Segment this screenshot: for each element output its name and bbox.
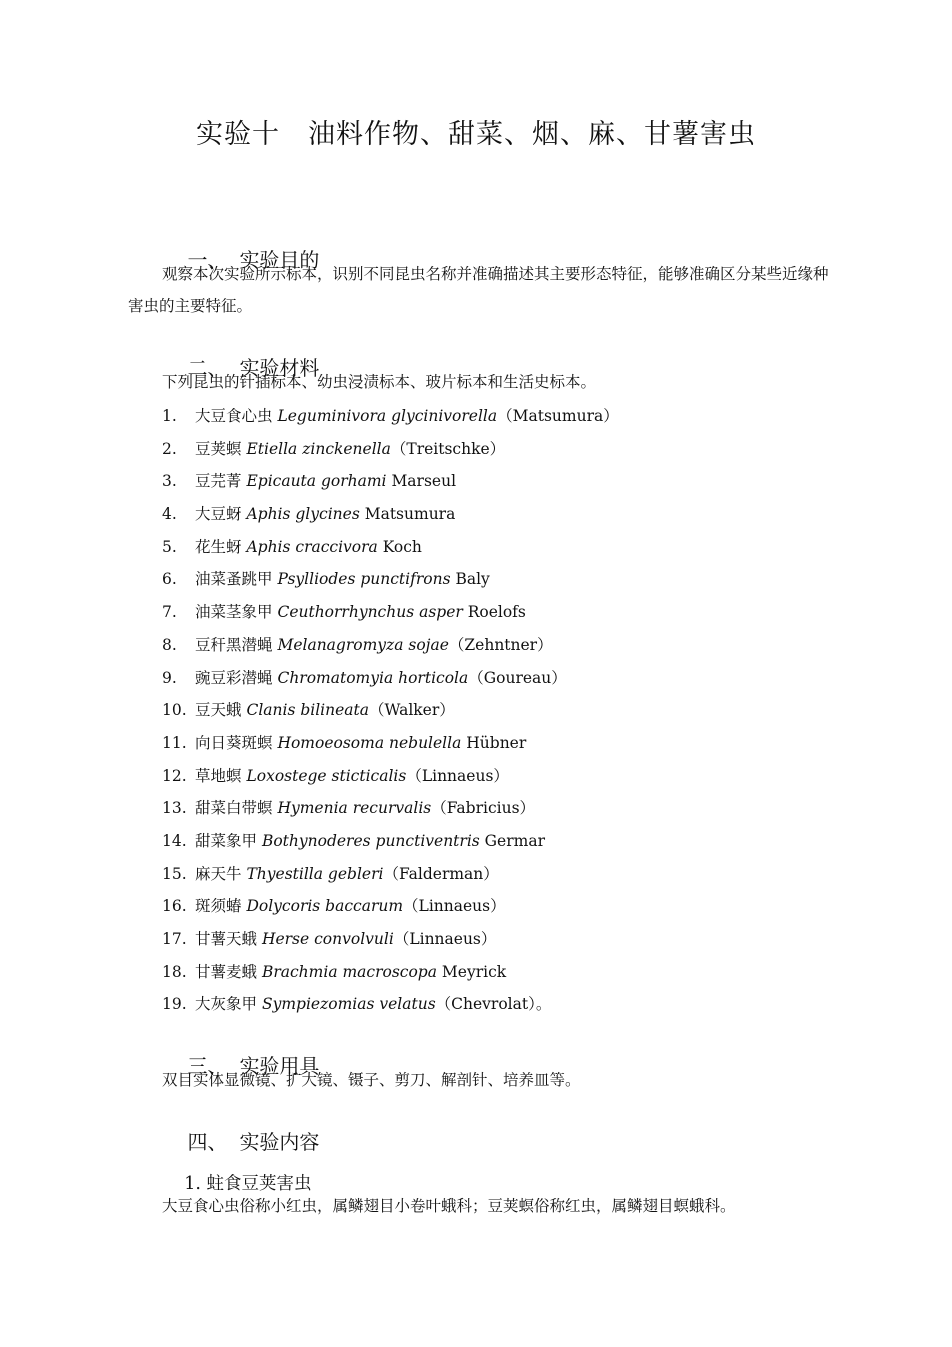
common-name: 大豆蚜 [195, 505, 242, 524]
species-author: Hübner [466, 733, 527, 752]
species-author: Marseul [391, 472, 457, 491]
list-item [162, 988, 619, 1021]
list-item [162, 760, 619, 793]
scientific-name: Bothynoderes punctiventris [261, 831, 480, 850]
species-author: Meyrick [441, 962, 507, 981]
list-item [162, 662, 619, 695]
common-name: 甜菜白带螟 [195, 799, 273, 818]
common-name: 斑须蝽 [195, 897, 242, 916]
list-item [162, 531, 619, 564]
common-name: 豆天蛾 [195, 701, 242, 720]
list-item-number: 6. [162, 570, 177, 589]
list-item-number: 3. [162, 472, 177, 491]
list-item [162, 858, 619, 891]
list-item-number: 4. [162, 505, 177, 524]
common-name: 甜菜象甲 [195, 831, 258, 850]
scientific-name: Hymenia recurvalis [277, 799, 432, 818]
common-name: 花生蚜 [195, 537, 242, 556]
common-name: 油菜茎象甲 [195, 603, 273, 622]
list-item-number: 19. [162, 995, 187, 1014]
species-author: （Linnaeus） [403, 897, 506, 916]
list-item [162, 498, 619, 531]
section-number: 四、 [187, 1130, 228, 1154]
tools-paragraph: 双目实体显微镜、扩大镜、镊子、剪刀、解剖针、培养皿等。 [162, 1071, 581, 1089]
list-item-number: 12. [162, 766, 187, 785]
list-item-number: 10. [162, 701, 187, 720]
common-name: 甘薯天蛾 [195, 930, 258, 948]
scientific-name: Brachmia macroscopa [261, 962, 437, 981]
species-author: （Matsumura） [497, 407, 619, 425]
common-name: 豆荚螟 [195, 439, 242, 458]
section-number: 三、 [187, 1054, 228, 1078]
list-item-number: 9. [162, 668, 177, 687]
list-item-number: 15. [162, 864, 187, 883]
species-author: （Chevrolat）。 [435, 995, 552, 1014]
list-item-number: 2. [162, 439, 177, 458]
scientific-name: Clanis bilineata [246, 701, 369, 720]
scientific-name: Melanagromyza sojae [277, 635, 449, 654]
common-name: 豆秆黑潜蝇 [195, 635, 273, 654]
list-item [162, 400, 619, 433]
scientific-name: Epicauta gorhami [246, 472, 387, 491]
list-item-number: 8. [162, 635, 177, 654]
species-author: Baly [455, 570, 490, 589]
scientific-name: Aphis glycines [246, 505, 360, 524]
list-item-number: 18. [162, 962, 187, 981]
list-item [162, 629, 619, 662]
section-number: 二、 [187, 356, 228, 380]
common-name: 向日葵斑螟 [195, 733, 273, 752]
section-title: 实验目的 [239, 248, 320, 272]
list-item-number: 11. [162, 733, 187, 752]
list-item [162, 792, 619, 825]
section-title: 实验用具 [239, 1054, 320, 1078]
scientific-name: Leguminivora glycinivorella [277, 407, 498, 425]
list-item [162, 956, 619, 989]
subsection-paragraph: 大豆食心虫俗称小红虫，属鳞翅目小卷叶蛾科；豆荚螟俗称红虫，属鳞翅目螟蛾科。 [162, 1197, 736, 1215]
scientific-name: Psylliodes punctifrons [277, 570, 451, 589]
list-item [162, 727, 619, 760]
objective-paragraph: 观察本次实验所示标本，识别不同昆虫名称并准确描述其主要形态特征，能够准确区分某些近缘种害虫的主要特征。 [128, 265, 829, 315]
species-author: （Linnaeus） [406, 766, 509, 785]
species-list [162, 400, 619, 1021]
scientific-name: Dolycoris baccarum [246, 897, 404, 916]
section-number: 一、 [187, 248, 228, 272]
scientific-name: Herse convolvuli [261, 930, 394, 948]
common-name: 大豆食心虫 [195, 407, 273, 425]
common-name: 草地螟 [195, 766, 242, 785]
list-item-number: 13. [162, 799, 187, 818]
species-author: Germar [484, 831, 545, 850]
common-name: 豌豆彩潜蝇 [195, 668, 273, 687]
species-author: Matsumura [364, 505, 456, 524]
list-item [162, 433, 619, 466]
species-author: （Goureau） [468, 668, 567, 687]
scientific-name: Thyestilla gebleri [246, 864, 384, 883]
list-item [162, 890, 619, 923]
scientific-name: Aphis craccivora [246, 537, 378, 556]
scientific-name: Ceuthorrhynchus asper [277, 603, 463, 622]
list-item [162, 596, 619, 629]
list-item-number: 5. [162, 537, 177, 556]
species-author: （Treitschke） [390, 439, 506, 458]
species-author: （Linnaeus） [393, 930, 497, 948]
section-title: 实验内容 [239, 1130, 320, 1154]
list-item [162, 563, 619, 596]
list-item [162, 465, 619, 498]
list-item-number: 14. [162, 831, 187, 850]
scientific-name: Etiella zinckenella [246, 439, 391, 458]
list-item [162, 694, 619, 727]
list-item [162, 825, 619, 858]
common-name: 麻天牛 [195, 864, 242, 883]
species-author: Roelofs [467, 603, 526, 622]
list-item-number: 16. [162, 897, 187, 916]
section-title: 实验材料 [239, 356, 320, 380]
document-title: 实验十 油料作物、甜菜、烟、麻、甘薯害虫 [196, 119, 756, 150]
list-item-number: 17. [162, 930, 187, 948]
common-name: 甘薯麦蛾 [195, 962, 258, 981]
list-item-number: 1. [162, 407, 177, 425]
subsection-number: 1. [184, 1174, 201, 1194]
scientific-name: Sympiezomias velatus [261, 995, 436, 1014]
list-item [162, 923, 619, 956]
species-author: Koch [382, 537, 422, 556]
scientific-name: Loxostege sticticalis [246, 766, 407, 785]
common-name: 油菜蚤跳甲 [195, 570, 273, 589]
materials-paragraph: 下列昆虫的针插标本、幼虫浸渍标本、玻片标本和生活史标本。 [162, 373, 597, 391]
species-author: （Walker） [369, 701, 455, 720]
species-author: （Zehntner） [448, 635, 553, 654]
scientific-name: Homoeosoma nebulella [277, 733, 462, 752]
species-author: （Fabricius） [431, 799, 536, 818]
subsection-title: 蛀食豆荚害虫 [206, 1174, 312, 1194]
common-name: 大灰象甲 [195, 995, 258, 1014]
common-name: 豆芫菁 [195, 472, 242, 491]
scientific-name: Chromatomyia horticola [277, 668, 469, 687]
species-author: （Falderman） [383, 864, 499, 883]
list-item-number: 7. [162, 603, 177, 622]
